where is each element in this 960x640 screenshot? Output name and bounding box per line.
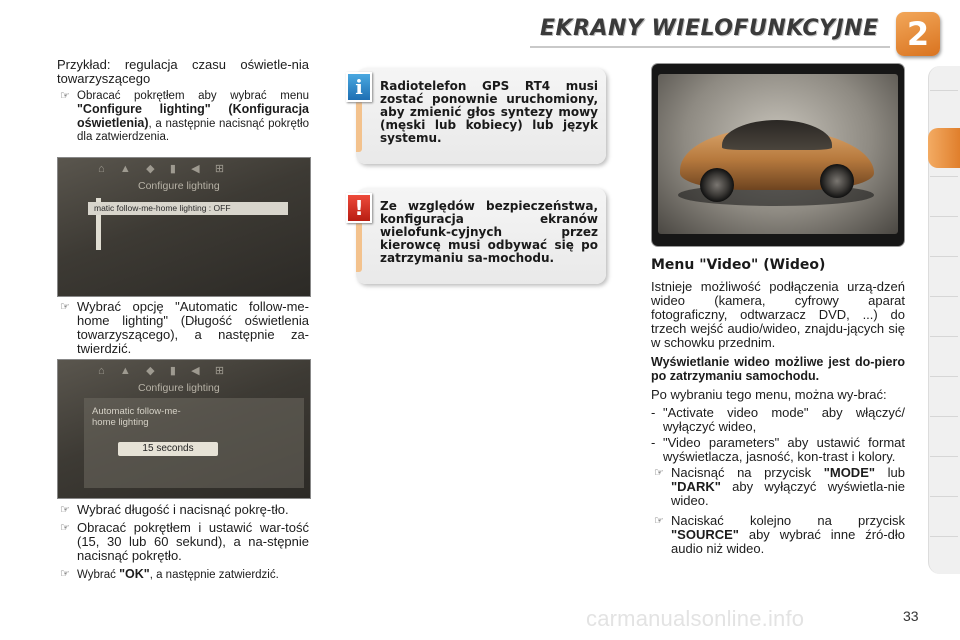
pointer-hand-icon: ☞ — [654, 515, 664, 527]
step-disable-video — [651, 466, 905, 508]
menu-name: "Configure lighting" (Konfiguracja oświetlenia) — [77, 102, 309, 130]
steps-bottom — [57, 503, 309, 582]
chapter-tab-active[interactable] — [928, 128, 960, 168]
step-text: aby wybrać inne źró-dło audio niż wideo. — [671, 527, 905, 556]
step-text: Obracać pokrętłem aby wybrać menu — [77, 90, 309, 102]
mode-button-label: "MODE" — [823, 465, 876, 480]
dialog-label: Automatic follow-me-home lighting — [92, 406, 181, 428]
info-icon: i — [346, 72, 372, 102]
tab-divider — [930, 296, 958, 297]
page-number: 33 — [903, 608, 919, 624]
car-wheel-icon — [700, 168, 734, 202]
tab-divider — [930, 336, 958, 337]
tab-divider — [930, 376, 958, 377]
tab-divider — [930, 456, 958, 457]
pointer-hand-icon: ☞ — [60, 301, 70, 313]
tab-divider — [930, 256, 958, 257]
car-wheel-icon — [820, 164, 854, 198]
pointer-hand-icon: ☞ — [654, 467, 664, 479]
step-select-menu — [57, 90, 309, 144]
step-set-value — [57, 521, 309, 563]
screen-title: Configure lighting — [138, 180, 220, 192]
source-button-label: "SOURCE" — [671, 527, 739, 542]
tab-divider — [930, 176, 958, 177]
tab-divider — [930, 496, 958, 497]
video-intro: Istnieje możliwość podłączenia urzą-dzeń wideo (kamera, cyfrowy aparat fotograficzny, odtwarzacz DVD, ...) do trzech wejść audio/wideo, znajdu-jących się w schowku przednim. — [651, 279, 905, 350]
dash-marker: - — [651, 435, 656, 450]
screen-status-bar: ⌂ ▲ ◆ ▮ ◀ ⊞ — [98, 365, 225, 377]
step-select-option — [57, 300, 309, 356]
option-video-parameters — [651, 436, 905, 464]
pointer-hand-icon: ☞ — [60, 504, 70, 516]
step-change-source — [651, 514, 905, 556]
watermark: carmanualsonline.info — [586, 606, 805, 631]
warning-note-box — [356, 188, 606, 284]
step-text: Wybrać długość i nacisnąć pokrę-tło. — [77, 502, 289, 517]
column-left — [57, 58, 309, 144]
warning-note-text: Ze względów bezpieczeństwa, konfiguracja ekranów wielofunk-cyjnych przez kierowcę musi odbywać się po zatrzymaniu sa-mochodu. — [380, 199, 598, 265]
screen-title: Configure lighting — [138, 382, 220, 394]
pointer-hand-icon: ☞ — [60, 522, 70, 534]
option-activate-video — [651, 406, 905, 434]
step-text: Wybrać — [77, 569, 120, 581]
info-note-text: Radiotelefon GPS RT4 musi zostać ponownie uruchomiony, aby zmienić głos syntezy mowy (męski lub kobiecy) lub język systemu. — [380, 79, 598, 145]
tab-divider — [930, 90, 958, 91]
screen-configure-lighting — [57, 157, 311, 297]
step-text: Naciskać kolejno na przycisk — [671, 513, 905, 528]
info-note-box — [356, 68, 606, 164]
pointer-hand-icon: ☞ — [60, 90, 70, 102]
ok-label: "OK" — [119, 567, 150, 581]
option-text: "Activate video mode" aby włączyć/ wyłączyć wideo, — [663, 405, 905, 434]
page-title: EKRANY WIELOFUNKCYJNE — [540, 16, 879, 41]
step-text: Nacisnąć na przycisk — [671, 465, 824, 480]
chapter-badge: 2 — [896, 12, 940, 56]
step-select-length — [57, 503, 309, 517]
dark-button-label: "DARK" — [671, 479, 721, 494]
option-text: "Video parameters" aby ustawić format wyświetlacza, jasność, kon-trast i kolory. — [663, 435, 905, 464]
dash-marker: - — [651, 405, 656, 420]
step-text: , a następnie nacisnąć pokrętło dla zatwierdzenia. — [77, 118, 309, 143]
header-rule — [530, 46, 890, 48]
screen-lighting-duration — [57, 359, 311, 499]
section-heading: Menu "Video" (Wideo) — [651, 257, 826, 273]
video-safety: Wyświetlanie wideo możliwe jest do-piero po zatrzymaniu samochodu. — [651, 355, 905, 383]
intro-text: Przykład: regulacja czasu oświetle-nia towarzyszącego — [57, 57, 309, 86]
step-text: Obracać pokrętłem i ustawić war-tość (15, 30 lub 60 sekund), a na-stępnie nacisnąć pokrętło. — [77, 520, 309, 563]
step-text: lub — [875, 465, 905, 480]
warning-icon: ! — [346, 193, 372, 223]
tab-divider — [930, 536, 958, 537]
step-confirm-ok — [57, 568, 309, 582]
step-text: Wybrać opcję "Automatic follow-me-home lighting" (Długość oświetlenia towarzyszącego), a następnie za-twierdzić. — [77, 299, 309, 356]
step-text: , a następnie zatwierdzić. — [149, 569, 279, 581]
pointer-hand-icon: ☞ — [60, 568, 70, 580]
column-right — [651, 258, 905, 556]
video-choices-intro: Po wybraniu tego menu, można wy-brać: — [651, 387, 887, 402]
duration-value: 15 seconds — [118, 442, 218, 456]
video-screen-image — [652, 64, 904, 246]
step-text: aby wyłączyć wyświetla-nie wideo. — [671, 479, 905, 508]
tab-divider — [930, 216, 958, 217]
menu-option-highlighted: matic follow-me-home lighting : OFF — [88, 202, 288, 215]
tab-divider — [930, 416, 958, 417]
screen-status-bar: ⌂ ▲ ◆ ▮ ◀ ⊞ — [98, 163, 225, 175]
